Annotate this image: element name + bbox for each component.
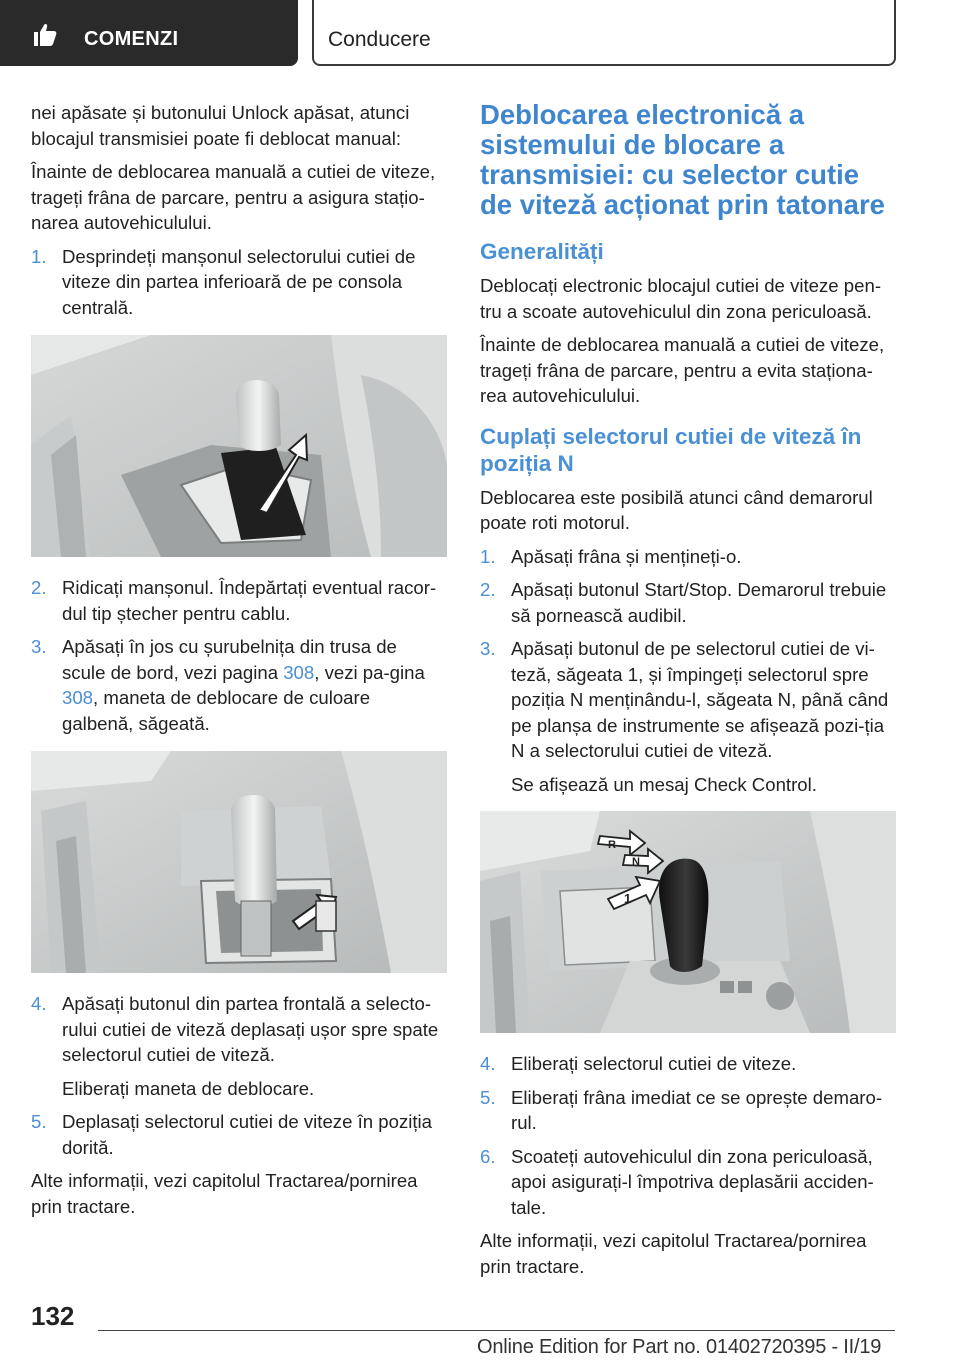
step-text: [62, 634, 444, 736]
step-text: Apăsați frâna și mențineți-o.: [511, 545, 742, 567]
section-tab[interactable]: [0, 0, 298, 66]
page-link[interactable]: 308: [62, 687, 94, 708]
step-number: 5.: [31, 1111, 47, 1132]
step-text: Desprindeți manșonul selectorului cutiei de viteze din partea inferioară de pe consola centrală.: [62, 245, 416, 318]
step-number: 5.: [480, 1086, 496, 1108]
list-item: [480, 577, 895, 628]
list-item: [31, 244, 444, 321]
chapter-tab-label: Conducere: [328, 28, 431, 51]
step-text-part: , maneta de deblocare de culoare galbenă, săgeată.: [62, 687, 371, 734]
step-number: 1.: [480, 545, 496, 567]
step-text: Apăsați butonul Start/Stop. Demarorul trebuie să pornească audibil.: [511, 579, 887, 626]
page-header: [0, 0, 960, 66]
figure-selector-n-position: [480, 811, 896, 1033]
step-text: Eliberați selectorul cutiei de viteze.: [511, 1053, 797, 1074]
section-title: Deblocarea electronică a sistemului de blocare a transmisiei: cu selector cutie de viteză acționat prin tatonare: [480, 99, 885, 220]
step-number: 4.: [31, 993, 47, 1014]
step-number: 6.: [480, 1145, 496, 1167]
step-number: 3.: [480, 638, 496, 659]
step-text: Scoateți autovehiculul din zona periculoasă, apoi asigurați-l împotriva deplasării acciden-tale.: [511, 1145, 874, 1218]
section-tab-label: COMENZI: [84, 28, 179, 50]
reference-paragraph: Alte informații, vezi capitolul Tractarea/pornirea prin tractare.: [31, 1170, 418, 1217]
footer-divider: [98, 1330, 895, 1331]
step-number: 2.: [31, 577, 47, 598]
figure-release-lever: [31, 751, 447, 973]
list-item: [31, 634, 444, 736]
paragraph: Deblocarea este posibilă atunci când demarorul poate roti motorul.: [480, 486, 873, 533]
step-number: 4.: [480, 1053, 496, 1074]
step-text-part: , vezi pa-gina: [314, 661, 425, 683]
step-number: 3.: [31, 636, 47, 657]
chapter-tab[interactable]: [312, 0, 896, 66]
right-column: [480, 100, 895, 1287]
step-text: Eliberați frâna imediat ce se oprește demaro-rul.: [511, 1086, 883, 1133]
step-note: Se afișează un mesaj Check Control.: [511, 773, 817, 795]
left-column: [31, 100, 444, 1227]
subsection-title: Cuplați selectorul cutiei de viteză în poziția N: [480, 423, 862, 476]
intro-paragraph: nei apăsate și butonului Unlock apăsat, atunci blocajul transmisiei poate fi deblocat manual:: [31, 102, 410, 149]
step-number: 1.: [31, 245, 47, 267]
warning-paragraph: Înainte de deblocarea manuală a cutiei de viteze, trageți frâna de parcare, pentru a asigura stațio-narea autovehiculului.: [31, 161, 436, 233]
step-note: Eliberați maneta de deblocare.: [62, 1077, 315, 1099]
hand-pointer-icon: [30, 22, 58, 48]
list-item: [480, 636, 895, 797]
step-number: 2.: [480, 579, 496, 600]
list-item: [480, 544, 895, 570]
step-text: Apăsați butonul de pe selectorul cutiei de vi-teză, săgeata 1, și împingeți selectorul spre poziția N menținându-l, săgeata N, până când pe planșa de instrumente se afișează pozi-ția N a selectorului cutiei de viteză.: [511, 638, 889, 761]
paragraph: Deblocați electronic blocajul cutiei de viteze pen-tru a scoate autovehiculul din zona periculoasă.: [480, 275, 882, 322]
edition-note: Online Edition for Part no. 01402720395 - II/19: [477, 1336, 882, 1358]
list-item: [480, 1051, 895, 1077]
reference-paragraph: Alte informații, vezi capitolul Tractarea/pornirea prin tractare.: [480, 1230, 867, 1277]
step-body: [511, 636, 895, 797]
figure-label-n: N: [632, 856, 640, 868]
page-number: 132: [31, 1301, 75, 1331]
list-item: [31, 991, 444, 1101]
step-text: Deplasați selectorul cutiei de viteze în poziția dorită.: [62, 1111, 433, 1158]
list-item: [480, 1085, 895, 1136]
figure-selector-sleeve: [31, 335, 447, 557]
page-link[interactable]: 308: [283, 661, 315, 683]
list-item: [31, 1109, 444, 1160]
paragraph: Înainte de deblocarea manuală a cutiei de viteze, trageți frâna de parcare, pentru a evita staționa-rea autovehiculului.: [480, 334, 885, 406]
list-item: [31, 575, 444, 626]
figure-label-1: 1: [624, 891, 632, 906]
list-item: [480, 1144, 895, 1221]
step-text-part: Apăsați în jos cu șurubelnița din trusa de scule de bord, vezi pagina: [62, 636, 397, 683]
figure-label-r: R: [608, 839, 616, 851]
step-text: Apăsați butonul din partea frontală a selecto-rului cutiei de viteză deplasați ușor spre spate selectorul cutiei de viteză.: [62, 993, 439, 1065]
step-text: Ridicați manșonul. Îndepărtați eventual racor-dul tip ștecher pentru cablu.: [62, 577, 437, 624]
step-body: [62, 991, 444, 1101]
subsection-title: Generalități: [480, 239, 604, 264]
